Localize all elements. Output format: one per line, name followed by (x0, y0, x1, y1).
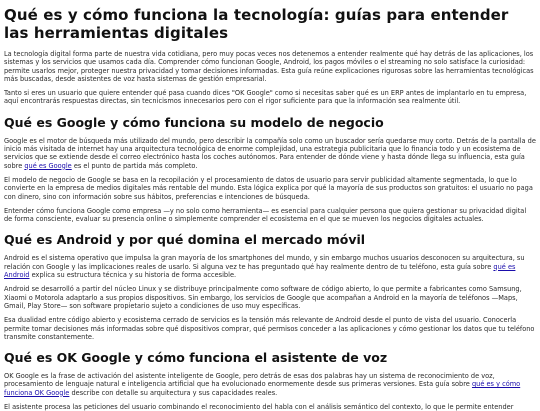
section-paragraph (4, 176, 536, 201)
section-heading: Qué es Google y cómo funciona su modelo de negocio (4, 114, 384, 130)
article-section (4, 115, 536, 224)
article-section (4, 232, 536, 341)
paragraph-text: El asistente procesa las peticiones del usuario combinando el reconocimiento del habla con el análisis semántico del contexto, lo que le permite entender (4, 403, 514, 411)
section-paragraph (4, 254, 536, 279)
section-paragraph (4, 403, 536, 411)
section-paragraph (4, 316, 536, 341)
intro-paragraph: Tanto si eres un usuario que quiere entender qué pasa cuando dices "OK Google" como si necesitas saber qué es un ERP antes de implantarlo en tu empresa, aquí encontrarás respuestas directas, sin tecnicismos innecesarios pero con el rigor suficiente para que la información sea realmente útil. (4, 89, 527, 106)
intro-paragraph: La tecnología digital forma parte de nuestra vida cotidiana, pero muy pocas veces nos detenemos a entender realmente qué hay detrás de las aplicaciones, los sistemas y los servicios que usamos cada día. Comprender cómo funcionan Google, Android, los pagos móviles o el streaming no solo satisface la curiosidad: permite usarlos mejor, proteger nuestra privacidad y tomar decisiones informadas. Esta guía reúne explicaciones rigurosas sobre las herramientas tecnológicas más buscadas, desde asistentes de voz hasta sistemas de gestión empresarial. (4, 50, 534, 83)
sections (4, 115, 536, 411)
paragraph-text: Esa dualidad entre código abierto y ecosistema cerrado de servicios es la tensión más relevante de Android desde el punto de vista del usuario. Conocerla permite tomar decisiones más informadas sobre qué dispositivos comprar, qué permisos conceder a las aplicaciones y cómo gestionar los datos que tu teléfono transmite constantemente. (4, 316, 535, 341)
paragraph-text: describe con detalle su arquitectura y sus capacidades reales. (69, 388, 278, 397)
paragraph-text: Android se desarrolló a partir del núcleo Linux y se distribuye principalmente como software de código abierto, lo que permite a fabricantes como Samsung, Xiaomi o Motorola adaptarlo a sus propios dispositivos. Sin embargo, los servicios de Google que acompañan a Android en la mayoría de teléfonos —Maps, Gmail, Play Store— son software propietario sujeto a condiciones de uso muy específicas. (4, 285, 522, 310)
section-paragraph (4, 207, 536, 224)
inline-link[interactable]: qué es Google (24, 161, 72, 170)
paragraph-text: OK Google es la frase de activación del asistente inteligente de Google, pero detrás de esas dos palabras hay un sistema de reconocimiento de voz, procesamiento de lenguaje natural e inteligencia artificial que ha evolucionado enormemente desde sus primeras versiones. Esta guía sobre (4, 372, 495, 389)
section-heading: Qué es OK Google y cómo funciona el asistente de voz (4, 350, 388, 366)
section-paragraph (4, 137, 536, 170)
paragraph-text: Entender cómo funciona Google como empresa —y no solo como herramienta— es esencial para cualquier persona que quiera gestionar su privacidad digital de forma consciente, evaluar su presencia online o simplemente comprender el ecosistema en el que se mueven los negocios digitales actuales. (4, 206, 527, 224)
paragraph-text: Google es el motor de búsqueda más utilizado del mundo, pero describir la compañía solo como un buscador sería quedarse muy corto. Detrás de la pantalla de inicio más visitada de internet hay una arquitectura tecnológica de enorme complejidad, una estrategia publicitaria que lo financia todo y un ecosistema de servicios que se extiende desde el correo electrónico hasta los coches autónomos. Para entender de dónde viene y hasta dónde llega su influencia, esta guía sobre (4, 136, 536, 170)
inline-link[interactable]: qué es Android (4, 262, 516, 280)
paragraph-text: es el punto de partida más completo. (71, 161, 198, 170)
paragraph-text: explica su estructura técnica y su historia de forma accesible. (29, 271, 237, 280)
section-heading: Qué es Android y por qué domina el mercado móvil (4, 232, 366, 248)
paragraph-text: El modelo de negocio de Google se basa en la recopilación y el procesamiento de datos de usuario para servir publicidad altamente segmentada, lo que lo convierte en la empresa de medios digitales más rentable del mundo. Esta lógica explica por qué la mayoría de sus productos son gratuitos: el usuario no paga con dinero, sino con información sobre sus hábitos, preferencias e intenciones de búsqueda. (4, 175, 533, 201)
article-section (4, 350, 536, 411)
intro (4, 50, 536, 106)
section-paragraph (4, 372, 536, 397)
page-title: Qué es y cómo funciona la tecnología: guías para entender las herramientas digitales (4, 6, 509, 42)
inline-link[interactable]: qué es y cómo funciona OK Google (4, 380, 521, 397)
paragraph-text: Android es el sistema operativo que impulsa la gran mayoría de los smartphones del mundo, y sin embargo muchos usuarios desconocen su arquitectura, su relación con Google y las implicaciones reales de usarlo. Si alguna vez te has preguntado qué hay realmente dentro de tu teléfono, esta guía sobre (4, 254, 525, 271)
section-paragraph (4, 285, 536, 310)
